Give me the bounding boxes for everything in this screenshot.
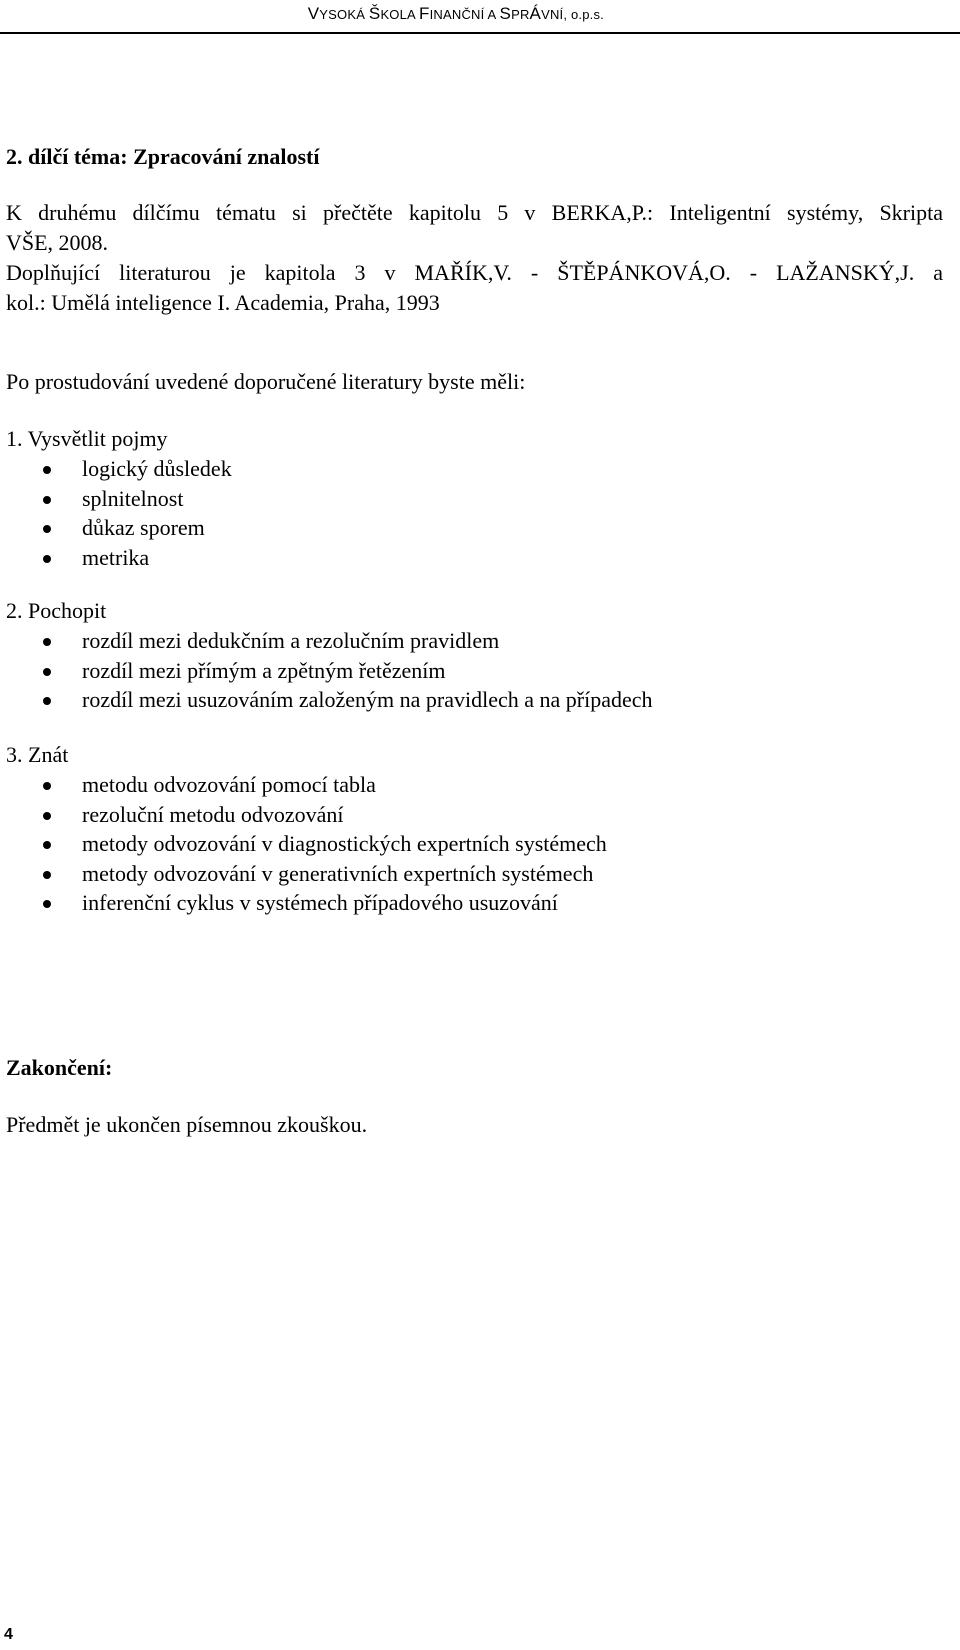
page-number: 4	[4, 1626, 13, 1643]
list-item: metody odvozování v diagnostických expertních systémech	[6, 829, 607, 859]
goal-group	[6, 596, 653, 715]
list-item: rezoluční metodu odvozování	[6, 800, 607, 830]
bullet-icon	[43, 555, 51, 563]
bullet-icon	[43, 668, 51, 676]
header-title-part: F	[419, 4, 430, 23]
list-item: logický důsledek	[6, 454, 232, 484]
header-title-part: Á	[529, 4, 542, 23]
list-item: metody odvozování v generativních expertních systémech	[6, 859, 607, 889]
header-divider	[0, 32, 960, 34]
header-title-part: INANČNÍ A	[429, 7, 500, 22]
list-item: inferenční cyklus v systémech případového usuzování	[6, 888, 607, 918]
goal-list	[6, 770, 607, 918]
bullet-icon	[43, 496, 51, 504]
goal-title: 1. Vysvětlit pojmy	[6, 426, 168, 451]
conclusion-text: Předmět je ukončen písemnou zkouškou.	[6, 1112, 368, 1137]
goal-group	[6, 424, 232, 572]
reading-paragraph	[6, 198, 943, 318]
page-header	[308, 4, 604, 24]
header-title-part: YSOKÁ	[319, 7, 369, 22]
list-item: rozdíl mezi dedukčním a rezolučním pravidlem	[6, 626, 653, 656]
bullet-icon	[43, 841, 51, 849]
goal-list	[6, 626, 653, 715]
section-heading: 2. dílčí téma: Zpracování znalostí	[6, 144, 320, 169]
goal-title: 2. Pochopit	[6, 598, 107, 623]
goal-list	[6, 454, 232, 572]
bullet-icon	[43, 638, 51, 646]
goals-intro: Po prostudování uvedené doporučené literatury byste měli:	[6, 369, 526, 394]
header-title-part: , o.p.s.	[563, 7, 604, 22]
list-item: rozdíl mezi usuzováním založeným na pravidlech a na případech	[6, 685, 653, 715]
reading-line: VŠE, 2008.	[6, 230, 109, 255]
bullet-icon	[43, 782, 51, 790]
bullet-icon	[43, 697, 51, 705]
conclusion-heading: Zakončení:	[6, 1055, 113, 1080]
list-item: důkaz sporem	[6, 513, 232, 543]
header-title-part: S	[499, 4, 512, 23]
header-title-part: V	[307, 4, 320, 23]
bullet-icon	[43, 466, 51, 474]
bullet-icon	[43, 900, 51, 908]
header-title-part: VNÍ	[541, 7, 564, 22]
goal-title: 3. Znát	[6, 742, 69, 767]
bullet-icon	[43, 812, 51, 820]
header-title-part: KOLA	[380, 7, 420, 22]
list-item: metodu odvozování pomocí tabla	[6, 770, 607, 800]
reading-line: Doplňující literaturou je kapitola 3 v MAŘÍK,V. - ŠTĚPÁNKOVÁ,O. - LAŽANSKÝ,J. a	[6, 260, 943, 285]
list-item: splnitelnost	[6, 484, 232, 514]
goal-group	[6, 740, 607, 918]
reading-line: K druhému dílčímu tématu si přečtěte kapitolu 5 v BERKA,P.: Inteligentní systémy, Skripta	[6, 200, 943, 225]
list-item: rozdíl mezi přímým a zpětným řetězením	[6, 656, 653, 686]
bullet-icon	[43, 871, 51, 879]
list-item: metrika	[6, 543, 232, 573]
bullet-icon	[43, 525, 51, 533]
header-title-part: Š	[368, 4, 381, 23]
header-title-part: PR	[511, 7, 530, 22]
reading-line: kol.: Umělá inteligence I. Academia, Praha, 1993	[6, 290, 440, 315]
